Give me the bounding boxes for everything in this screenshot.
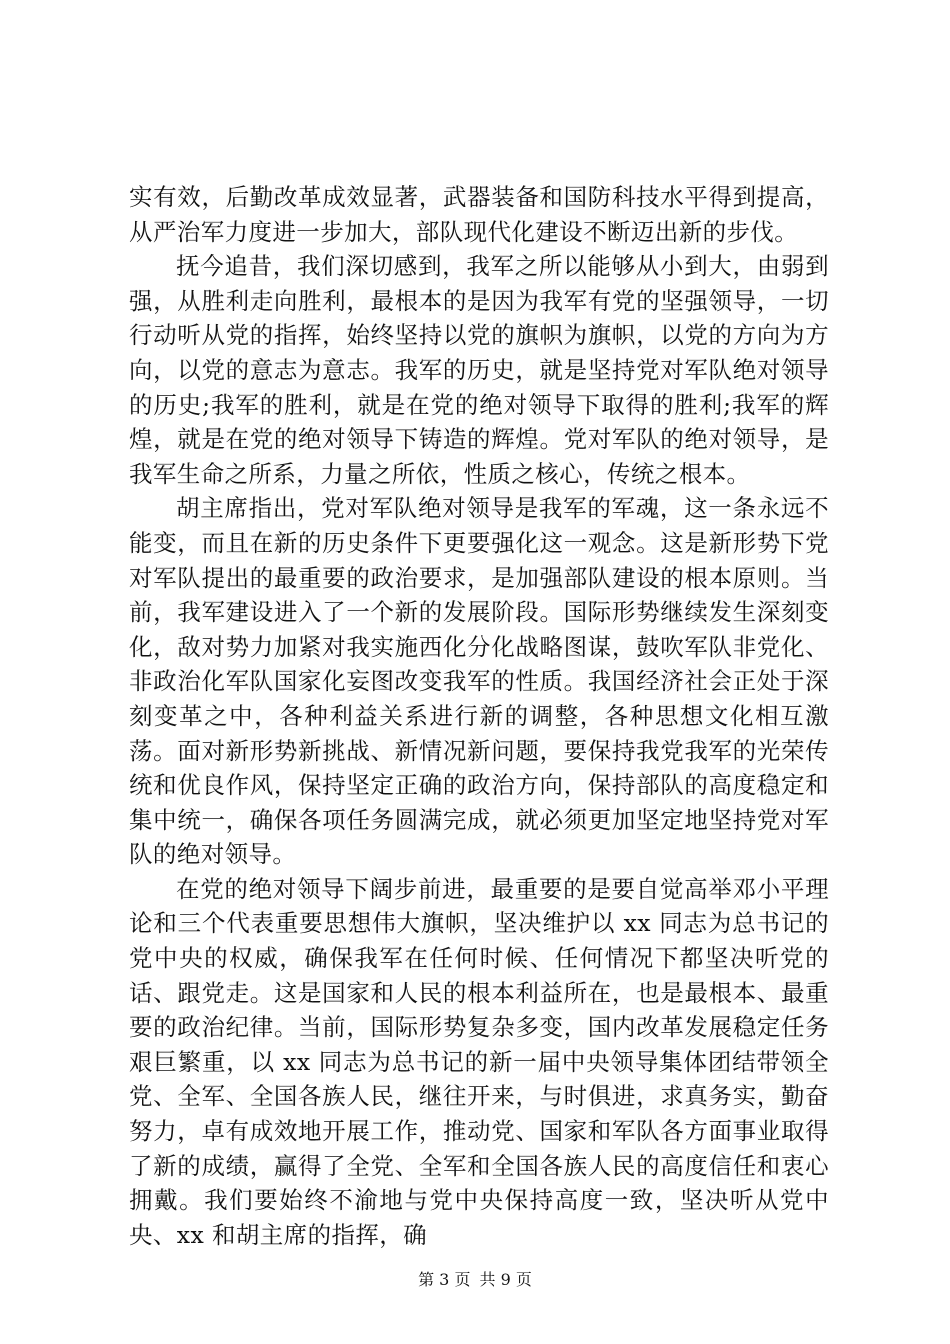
page-number: 第 3 页 bbox=[418, 1270, 471, 1289]
page-footer bbox=[0, 1267, 950, 1290]
page-total: 共 9 页 bbox=[479, 1270, 532, 1289]
paragraph-2: 抚今追昔，我们深切感到，我军之所以能够从小到大，由弱到强，从胜利走向胜利，最根本的是因为我军有党的坚强领导，一切行动听从党的指挥，始终坚持以党的旗帜为旗帜，以党的方向为方向，以党的意志为意志。我军的历史，就是坚持党对军队绝对领导的历史;我军的胜利，就是在党的绝对领导下取得的胜利;我军的辉煌，就是在党的绝对领导下铸造的辉煌。党对军队的绝对领导，是我军生命之所系，力量之所依，性质之核心，传统之根本。 bbox=[129, 252, 829, 488]
paragraph-1: 实有效，后勤改革成效显著，武器装备和国防科技水平得到提高，从严治军力度进一步加大，部队现代化建设不断迈出新的步伐。 bbox=[129, 183, 829, 246]
document-body bbox=[129, 180, 829, 1252]
paragraph-4: 在党的绝对领导下阔步前进，最重要的是要自觉高举邓小平理论和三个代表重要思想伟大旗帜，坚决维护以 xx 同志为总书记的党中央的权威，确保我军在任何时候、任何情况下都坚决听党的话、跟党走。这是国家和人民的根本利益所在，也是最根本、最重要的政治纪律。当前，国际形势复杂多变，国内改革发展稳定任务艰巨繁重，以 xx 同志为总书记的新一届中央领导集体团结带领全党、全军、全国各族人民，继往开来，与时俱进，求真务实，勤奋努力，卓有成效地开展工作，推动党、国家和军队各方面事业取得了新的成绩，赢得了全党、全军和全国各族人民的高度信任和衷心拥戴。我们要始终不渝地与党中央保持高度一致，坚决听从党中央、xx 和胡主席的指挥，确 bbox=[129, 874, 829, 1249]
paragraph-3: 胡主席指出，党对军队绝对领导是我军的军魂，这一条永远不能变，而且在新的历史条件下更要强化这一观念。这是新形势下党对军队提出的最重要的政治要求，是加强部队建设的根本原则。当前，我军建设进入了一个新的发展阶段。国际形势继续发生深刻变化，敌对势力加紧对我实施西化分化战略图谋，鼓吹军队非党化、非政治化军队国家化妄图改变我军的性质。我国经济社会正处于深刻变革之中，各种利益关系进行新的调整，各种思想文化相互激荡。面对新形势新挑战、新情况新问题，要保持我党我军的光荣传统和优良作风，保持坚定正确的政治方向，保持部队的高度稳定和集中统一，确保各项任务圆满完成，就必须更加坚定地坚持党对军队的绝对领导。 bbox=[129, 494, 829, 869]
